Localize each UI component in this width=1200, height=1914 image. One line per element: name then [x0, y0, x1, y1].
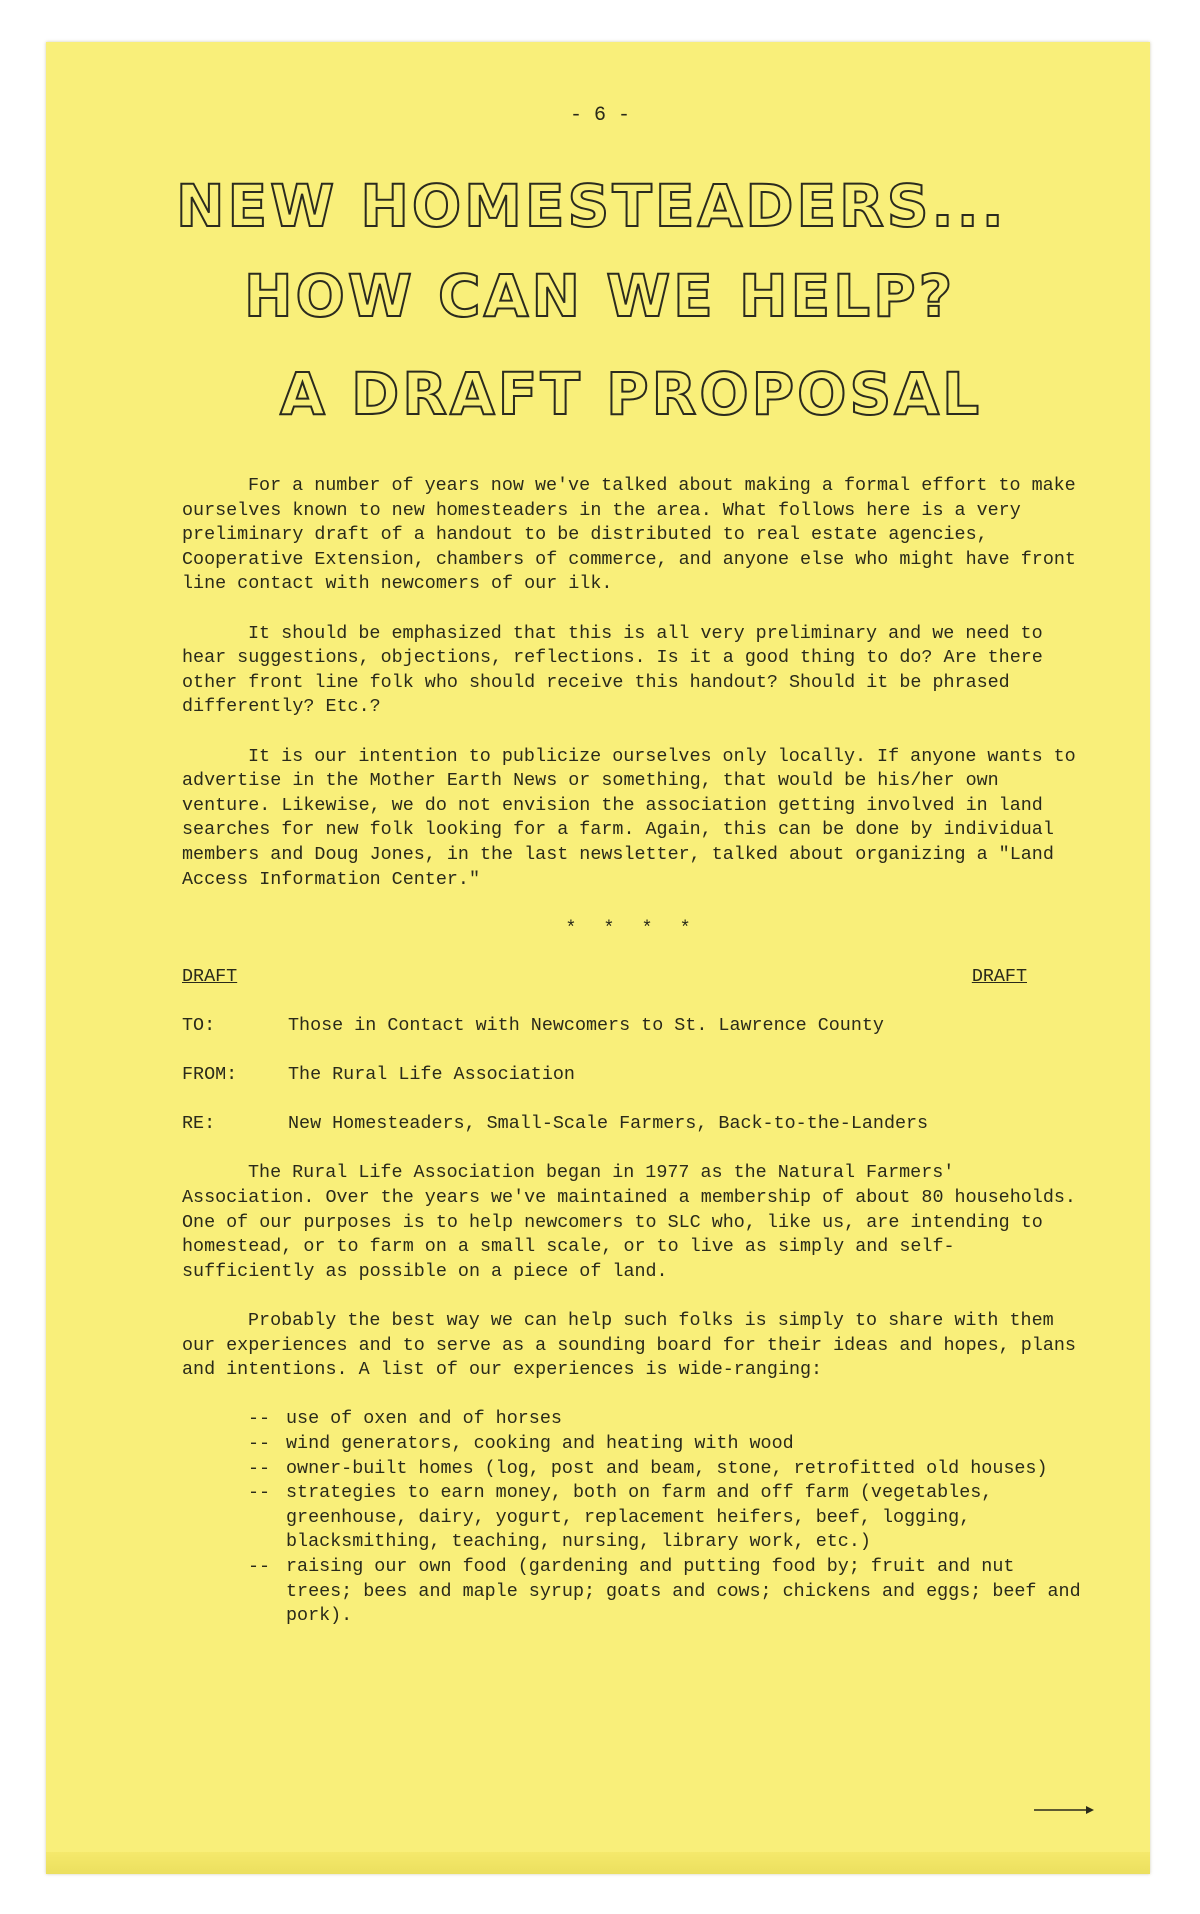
list-item-text: owner-built homes (log, post and beam, stone, retrofitted old houses)	[286, 1457, 1048, 1479]
memo-from-label: FROM:	[182, 1064, 238, 1086]
draft-markers	[182, 965, 1027, 990]
memo-to-value: Those in Contact with Newcomers to St. Lawrence County	[288, 1014, 884, 1036]
draft-label-left: DRAFT	[182, 966, 238, 988]
memo-from-value: The Rural Life Association	[288, 1064, 575, 1086]
list-item	[248, 1481, 1082, 1555]
memo-to	[182, 1014, 1082, 1039]
section-separator: * * * *	[565, 917, 699, 939]
memo-re-label: RE:	[182, 1113, 216, 1135]
list-item-text: raising our own food (gardening and putting food by; fruit and nut trees; bees and maple syrup; goats and cows; chickens and eggs; beef and pork).	[286, 1555, 1081, 1627]
list-dash: --	[248, 1482, 271, 1504]
article-body	[182, 474, 1082, 1629]
list-dash: --	[248, 1457, 271, 1479]
headline-line-2: HOW CAN WE HELP?	[244, 262, 956, 330]
memo-re	[182, 1112, 1082, 1137]
intro-paragraph-2: It should be emphasized that this is all very preliminary and we need to hear suggestions, objections, reflections. Is it a good thing to do? Are there other front line folk who should receive this handout? Should it be phrased differently? Etc.?	[182, 622, 1043, 718]
page-number: - 6 -	[569, 104, 630, 127]
experience-list	[248, 1407, 1082, 1628]
list-item	[248, 1407, 1082, 1432]
intro-paragraph-3: It is our intention to publicize ourselves only locally. If anyone wants to advertise in the Mother Earth News or something, that would be his/her own venture. Likewise, we do not envision the association getting involved in land searches for new folk looking for a farm. Again, this can be done by individual members and Doug Jones, in the last newsletter, talked about organizing a "Land Access Information Center."	[182, 745, 1076, 890]
draft-label-right: DRAFT	[971, 966, 1027, 988]
page-bottom-edge	[46, 1852, 1150, 1874]
list-item	[248, 1555, 1082, 1629]
list-item	[248, 1432, 1082, 1457]
headline-line-1: NEW HOMESTEADERS...	[176, 172, 1007, 240]
letter-paragraph-1: The Rural Life Association began in 1977 as the Natural Farmers' Association. Over the years we've maintained a membership of about 80 households. One of our purposes is to help newcomers to SLC who, like us, are intending to homestead, or to farm on a small scale, or to live as simply and self-sufficiently as possible on a piece of land.	[182, 1162, 1076, 1282]
list-dash: --	[248, 1432, 271, 1454]
intro-paragraph-1: For a number of years now we've talked about making a formal effort to make ourselves known to new homesteaders in the area. What follows here is a very preliminary draft of a handout to be distributed to real estate agencies, Cooperative Extension, chambers of commerce, and anyone else who might have front line contact with newcomers of our ilk.	[182, 475, 1076, 595]
memo-to-label: TO:	[182, 1014, 216, 1036]
list-item-text: strategies to earn money, both on farm and off farm (vegetables, greenhouse, dairy, yogurt, replacement heifers, beef, logging, blacksmithing, teaching, nursing, library work, etc.)	[286, 1482, 993, 1553]
list-dash: --	[248, 1408, 271, 1430]
letter-paragraph-2: Probably the best way we can help such folks is simply to share with them our experiences and to serve as a sounding board for their ideas and hopes, plans and intentions. A list of our experiences is wide-ranging:	[182, 1310, 1076, 1381]
headline-line-3: A DRAFT PROPOSAL	[280, 360, 983, 428]
list-item-text: wind generators, cooking and heating with wood	[286, 1432, 794, 1454]
memo-from	[182, 1063, 1082, 1088]
list-item-text: use of oxen and of horses	[286, 1408, 562, 1430]
continued-arrow-icon	[1034, 1804, 1094, 1816]
memo-re-value: New Homesteaders, Small-Scale Farmers, Back-to-the-Landers	[288, 1113, 929, 1135]
list-dash: --	[248, 1555, 271, 1577]
list-item	[248, 1457, 1082, 1482]
